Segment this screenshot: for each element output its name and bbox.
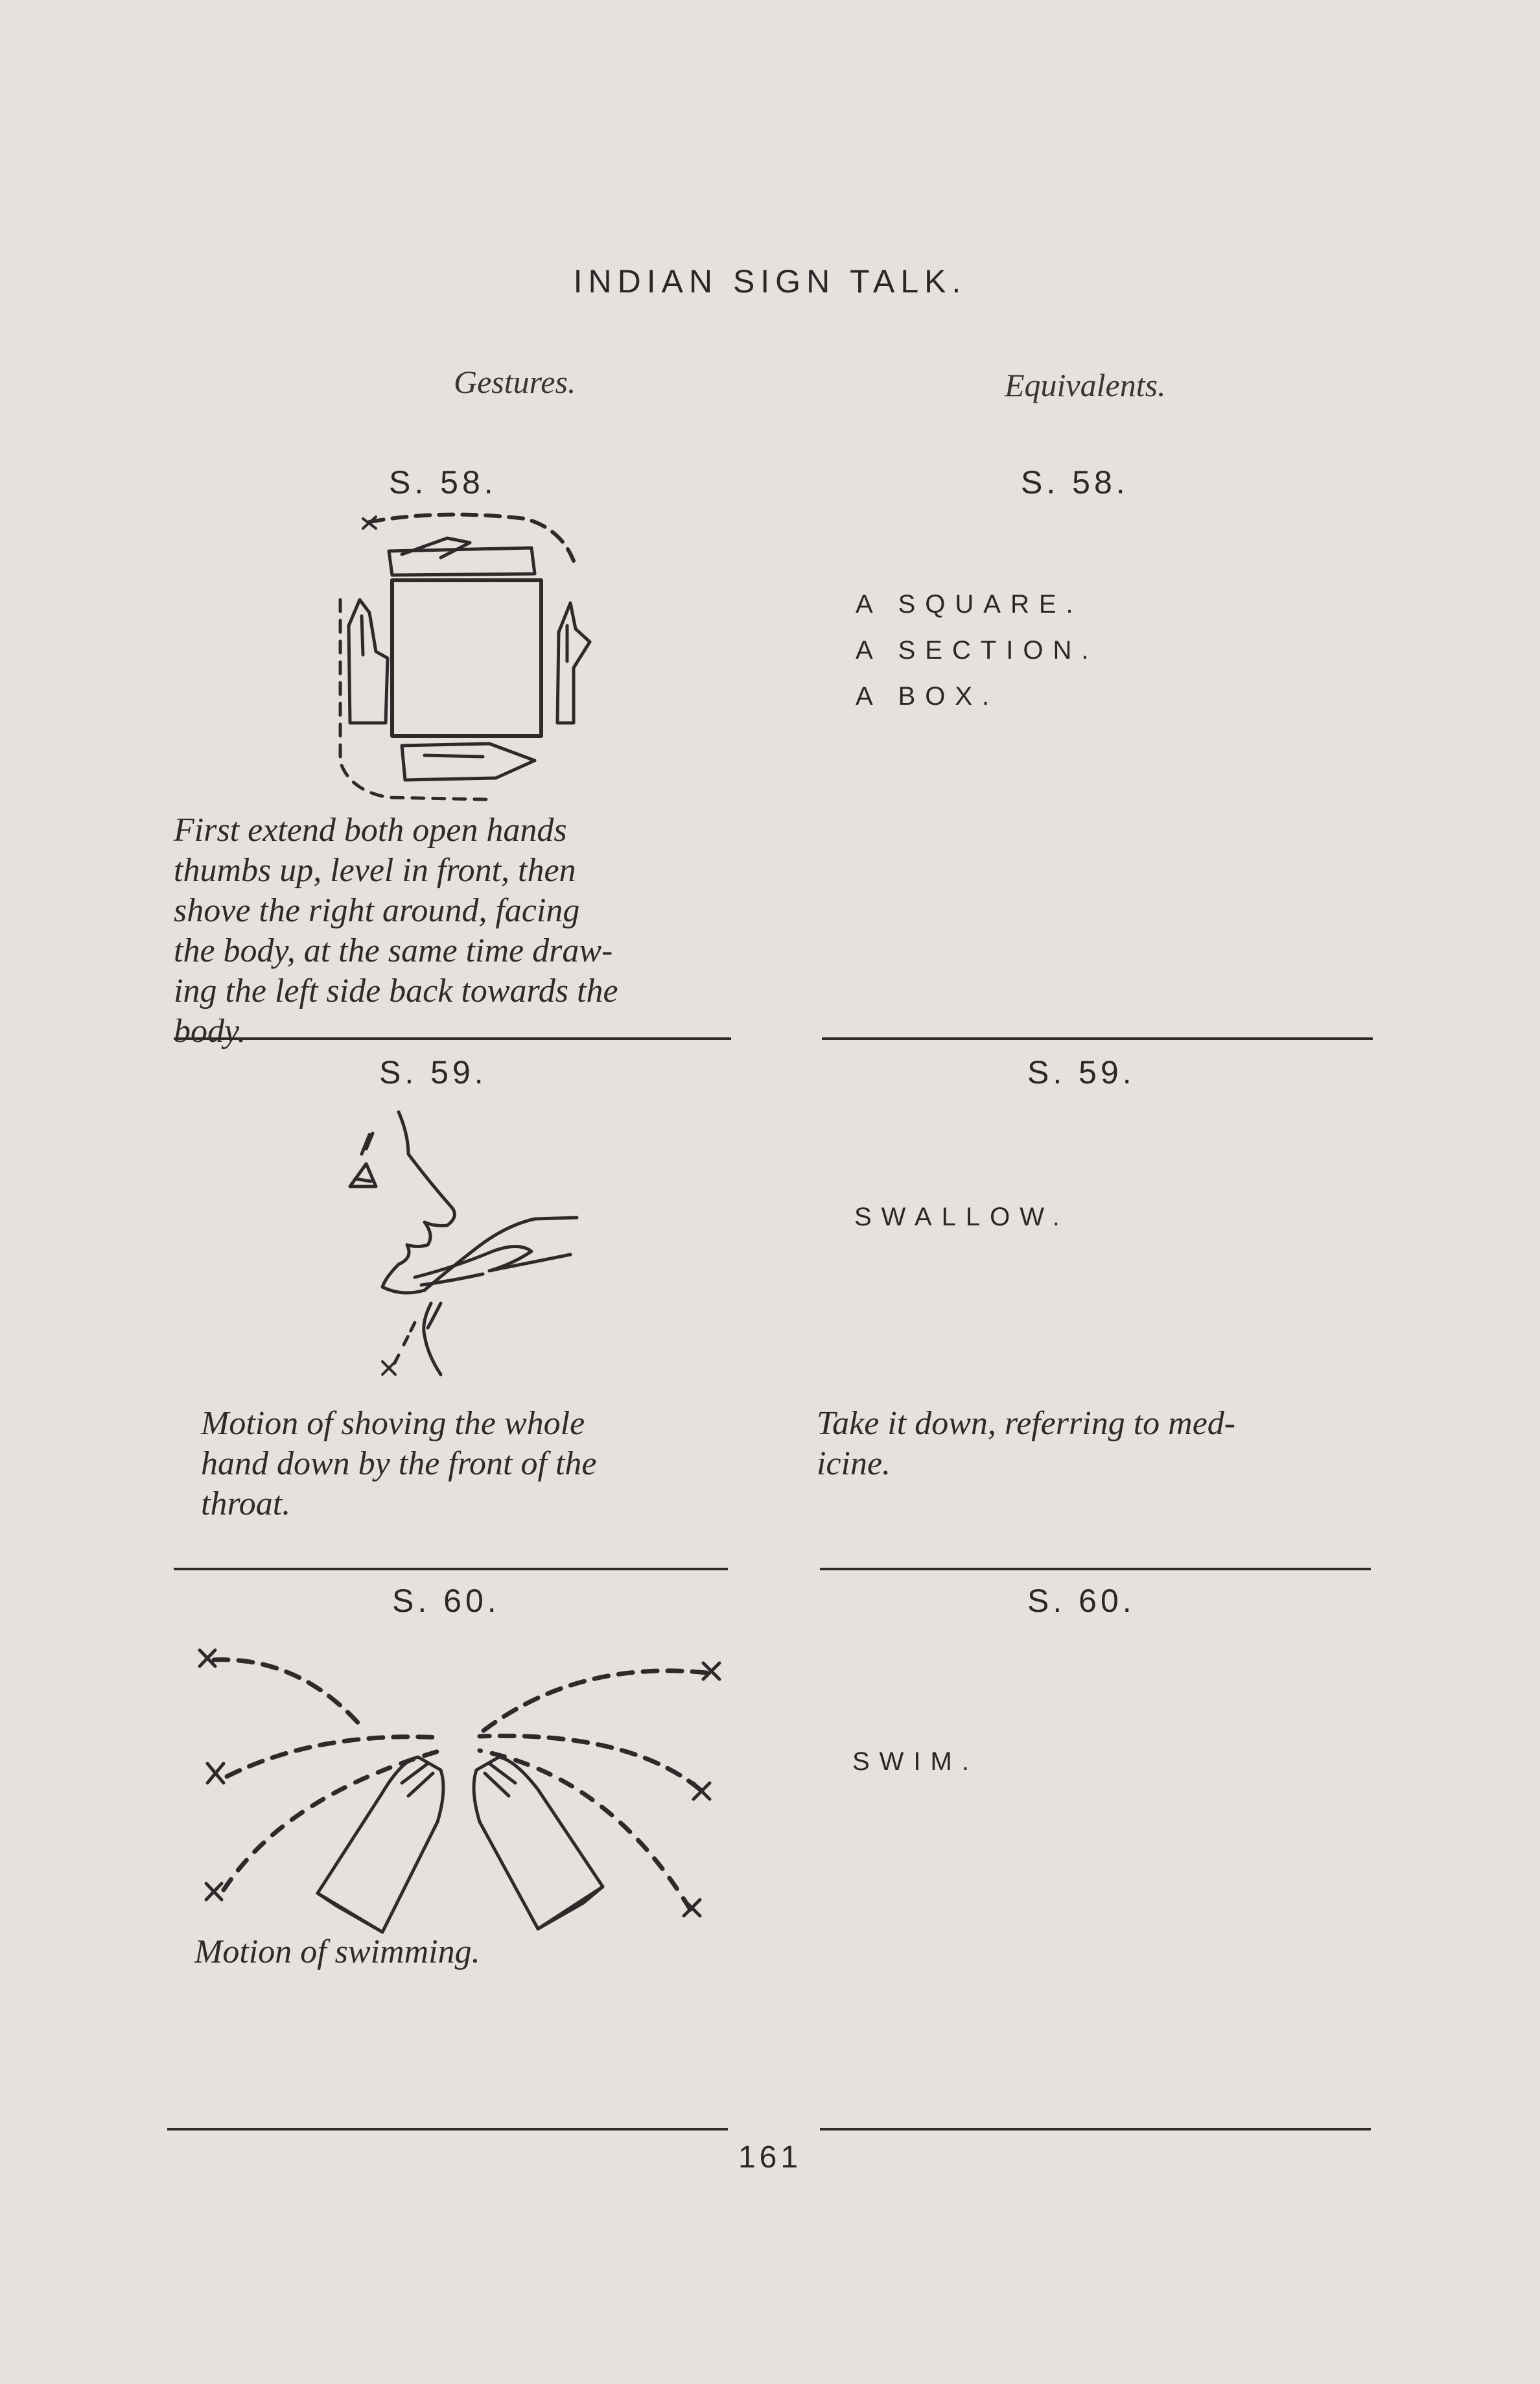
gesture-description-s59 — [201, 1404, 732, 1524]
gesture-label-s59: S. 59. — [379, 1054, 487, 1091]
description-line: First extend both open hands — [174, 812, 567, 849]
swallow-gesture-illustration — [337, 1109, 596, 1394]
column-heading-equivalents: Equivalents. — [1005, 367, 1166, 403]
running-title: INDIAN SIGN TALK. — [573, 263, 967, 300]
description-line: ing the left side back towards the — [174, 973, 618, 1009]
description-line: body. — [174, 1013, 246, 1050]
equivalent-item: SWIM. — [852, 1747, 979, 1776]
gesture-description-s58 — [174, 810, 738, 1052]
section-divider — [822, 1037, 1373, 1040]
equivalent-item: SWALLOW. — [854, 1203, 1069, 1231]
section-divider — [174, 1037, 731, 1040]
equivalent-label-s58: S. 58. — [1021, 464, 1129, 501]
swimming-gesture-illustration — [188, 1634, 739, 1939]
description-line: thumbs up, level in front, then — [174, 852, 576, 889]
description-line: Motion of shoving the whole — [201, 1405, 585, 1442]
equivalent-item: A BOX. — [856, 682, 999, 711]
equivalent-item: A SECTION. — [856, 636, 1099, 665]
gesture-description-s60 — [194, 1932, 726, 1972]
square-gesture-illustration — [311, 502, 596, 814]
description-line: hand down by the front of the — [201, 1445, 597, 1482]
section-divider — [174, 1568, 728, 1570]
column-heading-gestures: Gestures. — [454, 364, 576, 400]
description-line: Take it down, referring to med- — [817, 1405, 1236, 1442]
gesture-label-s58: S. 58. — [389, 464, 497, 501]
section-divider — [820, 1568, 1371, 1570]
description-line: shove the right around, facing — [174, 892, 580, 929]
description-line: icine. — [817, 1445, 891, 1482]
description-line: throat. — [201, 1485, 291, 1522]
equivalents-list-s58 — [856, 590, 1099, 711]
description-line: the body, at the same time draw- — [174, 932, 613, 969]
equivalent-label-s59: S. 59. — [1027, 1054, 1136, 1091]
description-line: Motion of swimming. — [194, 1933, 480, 1970]
page-number: 161 — [738, 2140, 802, 2175]
section-divider — [167, 2128, 728, 2130]
meaning-description-s59 — [817, 1404, 1374, 1484]
section-divider — [820, 2128, 1371, 2130]
gesture-label-s60: S. 60. — [392, 1583, 500, 1619]
equivalent-item: A SQUARE. — [856, 590, 1083, 619]
equivalent-label-s60: S. 60. — [1027, 1583, 1136, 1619]
